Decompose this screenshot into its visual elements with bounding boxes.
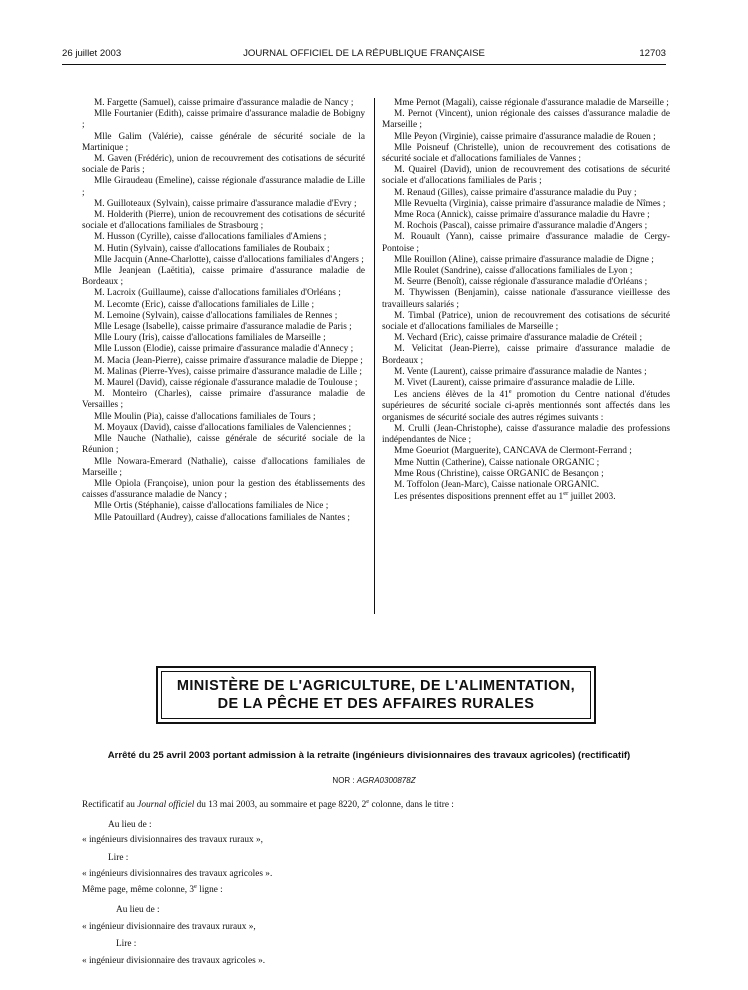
list-item: Mlle Revuelta (Virginia), caisse primaire d'assurance maladie de Nîmes ;: [394, 198, 666, 209]
ministry-title-line-1: MINISTÈRE DE L'AGRICULTURE, DE L'ALIMENTATION,: [176, 678, 576, 694]
rectif-text: du 13 mai 2003, au sommaire et page 8220, 2: [194, 800, 367, 810]
list-item: M. Malinas (Pierre-Yves), caisse primaire d'assurance maladie de Lille ;: [94, 366, 362, 377]
rectificatif-line: [82, 797, 666, 811]
list-item: Mme Goeuriot (Marguerite), CANCAVA de Clermont-Ferrand ;: [394, 446, 632, 457]
promotion-text-end: promotion du Centre national d'études supérieures de sécurité sociale ci-après mentionnés sont affectés dans les organismes de sécurité sociale des autres régimes suivants :: [382, 390, 670, 423]
ministry-title-line-2: DE LA PÊCHE ET DES AFFAIRES RURALES: [217, 696, 535, 712]
list-item: Mlle Ortis (Stéphanie), caisse d'allocations familiales de Nice ;: [94, 501, 329, 512]
list-item: Mlle Nauche (Nathalie), caisse générale de sécurité sociale de la Réunion ;: [82, 434, 365, 456]
list-item: Mlle Lusson (Elodie), caisse primaire d'assurance maladie d'Annecy ;: [94, 344, 354, 355]
list-item: Mlle Patouillard (Audrey), caisse d'allocations familiales de Nantes ;: [94, 512, 350, 523]
list-item: Mlle Rouillon (Aline), caisse primaire d'assurance maladie de Digne ;: [394, 254, 654, 265]
list-item: M. Gaven (Frédéric), union de recouvrement des cotisations de sécurité sociale de Paris ;: [82, 154, 365, 176]
promotion-ordinal-sup: e: [508, 388, 512, 396]
list-item: Mlle Poisneuf (Christelle), union de recouvrement des cotisations de sécurité sociale et d'allocations familiales de Vannes ;: [382, 142, 670, 165]
list-item: Mlle Jacquin (Anne-Charlotte), caisse d'allocations familiales d'Angers ;: [94, 254, 364, 265]
list-item: M. Rouault (Yann), caisse primaire d'assurance maladie de Cergy-Pontoise ;: [382, 232, 670, 254]
rectif-journal: Journal officiel: [137, 800, 195, 810]
au-lieu-de-1: Au lieu de :: [108, 820, 152, 830]
column-divider: [374, 98, 375, 614]
list-item: M. Seurre (Benoît), caisse régionale d'assurance maladie d'Orléans ;: [394, 277, 648, 288]
lire-1: Lire :: [108, 853, 129, 863]
right-column: [382, 98, 670, 503]
list-item: Mlle Lesage (Isabelle), caisse primaire d'assurance maladie de Paris ;: [94, 322, 352, 333]
list-item: Mlle Galim (Valérie), caisse générale de sécurité sociale de la Martinique ;: [82, 131, 365, 153]
list-item: Mlle Nowara-Emerard (Nathalie), caisse d'allocations familiales de Marseille ;: [82, 456, 365, 478]
list-item: Mlle Giraudeau (Emeline), caisse régionale d'assurance maladie de Lille ;: [82, 176, 365, 198]
meme-page-line: [82, 882, 666, 896]
nor-line: [0, 776, 748, 785]
page-header: [62, 48, 666, 64]
list-item: M. Vente (Laurent), caisse primaire d'assurance maladie de Nantes ;: [394, 366, 647, 377]
list-item: M. Holderith (Pierre), union de recouvrement des cotisations de sécurité sociale et d'allocations familiales de Strasbourg ;: [82, 210, 365, 232]
effect-text-start: Les présentes dispositions prennent effet au 1: [394, 492, 564, 503]
list-item: Mlle Fourtanier (Edith), caisse primaire d'assurance maladie de Bobigny ;: [82, 109, 365, 131]
quote-4: « ingénieur divisionnaire des travaux agricoles ».: [82, 956, 266, 966]
quote-2: « ingénieurs divisionnaires des travaux agricoles ».: [82, 869, 273, 879]
list-item: M. Macia (Jean-Pierre), caisse primaire d'assurance maladie de Dieppe ;: [94, 355, 363, 366]
list-item: Mme Rous (Christine), caisse ORGANIC de Besançon ;: [394, 468, 604, 479]
list-item: M. Timbal (Patrice), union de recouvrement des cotisations de sécurité sociale et d'allocations familiales de Marseille ;: [382, 310, 670, 333]
list-item: Mme Pernot (Magali), caisse régionale d'assurance maladie de Marseille ;: [394, 98, 669, 108]
list-item: Mlle Peyon (Virginie), caisse primaire d'assurance maladie de Rouen ;: [394, 131, 656, 142]
list-item: M. Hutin (Sylvain), caisse d'allocations familiales de Roubaix ;: [94, 243, 330, 254]
left-column: [82, 98, 365, 524]
list-item: Mlle Roulet (Sandrine), caisse d'allocations familiales de Lyon ;: [394, 266, 633, 277]
meme-text-end: ligne :: [196, 885, 223, 895]
quote-3: « ingénieur divisionnaire des travaux ruraux »,: [82, 922, 256, 932]
list-item: M. Rochois (Pascal), caisse primaire d'assurance maladie d'Angers ;: [394, 221, 648, 232]
ministry-box: [156, 666, 596, 724]
list-item: M. Guilloteaux (Sylvain), caisse primaire d'assurance maladie d'Evry ;: [94, 198, 357, 209]
list-item: M. Vechard (Eric), caisse primaire d'assurance maladie de Créteil ;: [394, 333, 643, 344]
list-item: M. Pernot (Vincent), union régionale des caisses d'assurance maladie de Marseille ;: [382, 109, 670, 131]
promotion-text-start: Les anciens élèves de la 41: [394, 390, 509, 401]
header-date: 26 juillet 2003: [62, 48, 122, 59]
nor-code: AGRA0300878Z: [356, 776, 416, 785]
list-item: M. Toffolon (Jean-Marc), Caisse nationale ORGANIC.: [394, 479, 600, 490]
nor-label: NOR :: [332, 776, 357, 785]
list-item: M. Crulli (Jean-Christophe), caisse d'assurance maladie des professions indépendantes de Nice ;: [382, 423, 670, 446]
header-rule: [62, 64, 666, 65]
quote-1: « ingénieurs divisionnaires des travaux ruraux »,: [82, 835, 263, 845]
au-lieu-de-2: Au lieu de :: [116, 905, 160, 915]
list-item: M. Husson (Cyrille), caisse d'allocations familiales d'Amiens ;: [94, 232, 327, 243]
list-item: M. Lacroix (Guillaume), caisse d'allocations familiales d'Orléans ;: [94, 288, 341, 299]
list-item: Mlle Opiola (Françoise), union pour la gestion des établissements des caisses d'assurance maladie de Nancy ;: [82, 478, 365, 501]
rectif-sup: e: [366, 797, 370, 805]
list-item: M. Thywissen (Benjamin), caisse nationale d'assurance vieillesse des travailleurs salariés ;: [382, 288, 670, 310]
meme-text: Même page, même colonne, 3: [82, 885, 195, 895]
meme-sup: e: [194, 882, 197, 890]
list-item: M. Maurel (David), caisse régionale d'assurance maladie de Toulouse ;: [94, 378, 358, 389]
lire-2: Lire :: [116, 939, 137, 949]
rectif-prefix: Rectificatif au: [82, 800, 138, 810]
effect-text-end: juillet 2003.: [568, 492, 616, 503]
list-item: M. Renaud (Gilles), caisse primaire d'assurance maladie du Puy ;: [394, 187, 637, 198]
right-column-list: [382, 98, 670, 389]
list-item: M. Quairel (David), union de recouvrement des cotisations de sécurité sociale et d'allocations familiales de Paris ;: [382, 165, 670, 187]
list-item: Mlle Moulin (Pia), caisse d'allocations familiales de Tours ;: [94, 411, 316, 422]
list-item: Mme Roca (Annick), caisse primaire d'assurance maladie du Havre ;: [394, 210, 650, 221]
list-item: M. Vivet (Laurent), caisse primaire d'assurance maladie de Lille.: [394, 378, 635, 389]
effect-ordinal-sup: er: [563, 490, 569, 498]
list-item: M. Lemoine (Sylvain), caisse d'allocations familiales de Rennes ;: [94, 310, 338, 321]
header-journal-title: JOURNAL OFFICIEL DE LA RÉPUBLIQUE FRANÇAISE: [243, 48, 485, 59]
list-item: M. Monteiro (Charles), caisse primaire d'assurance maladie de Versailles ;: [82, 389, 365, 411]
list-item: M. Lecomte (Eric), caisse d'allocations familiales de Lille ;: [94, 299, 315, 310]
header-page-number: 12703: [639, 48, 666, 59]
rectif-text-end: colonne, dans le titre :: [369, 800, 454, 810]
list-item: Mme Nuttin (Catherine), Caisse nationale ORGANIC ;: [394, 457, 600, 468]
list-item: M. Fargette (Samuel), caisse primaire d'assurance maladie de Nancy ;: [94, 98, 354, 108]
effect-paragraph: [382, 492, 670, 503]
list-item: M. Velicitat (Jean-Pierre), caisse primaire d'assurance maladie de Bordeaux ;: [382, 344, 670, 366]
right-column-tail-list: [382, 424, 670, 491]
arrete-title: Arrêté du 25 avril 2003 portant admission à la retraite (ingénieurs divisionnaires des travaux agricoles) (rectificatif): [107, 750, 631, 761]
list-item: Mlle Jeanjean (Laëtitia), caisse primaire d'assurance maladie de Bordeaux ;: [82, 266, 365, 288]
list-item: Mlle Loury (Iris), caisse d'allocations familiales de Marseille ;: [94, 333, 326, 344]
promotion-paragraph: [382, 390, 670, 424]
ministry-box-inner: [161, 671, 591, 719]
list-item: M. Moyaux (David), caisse d'allocations familiales de Valenciennes ;: [94, 422, 352, 433]
